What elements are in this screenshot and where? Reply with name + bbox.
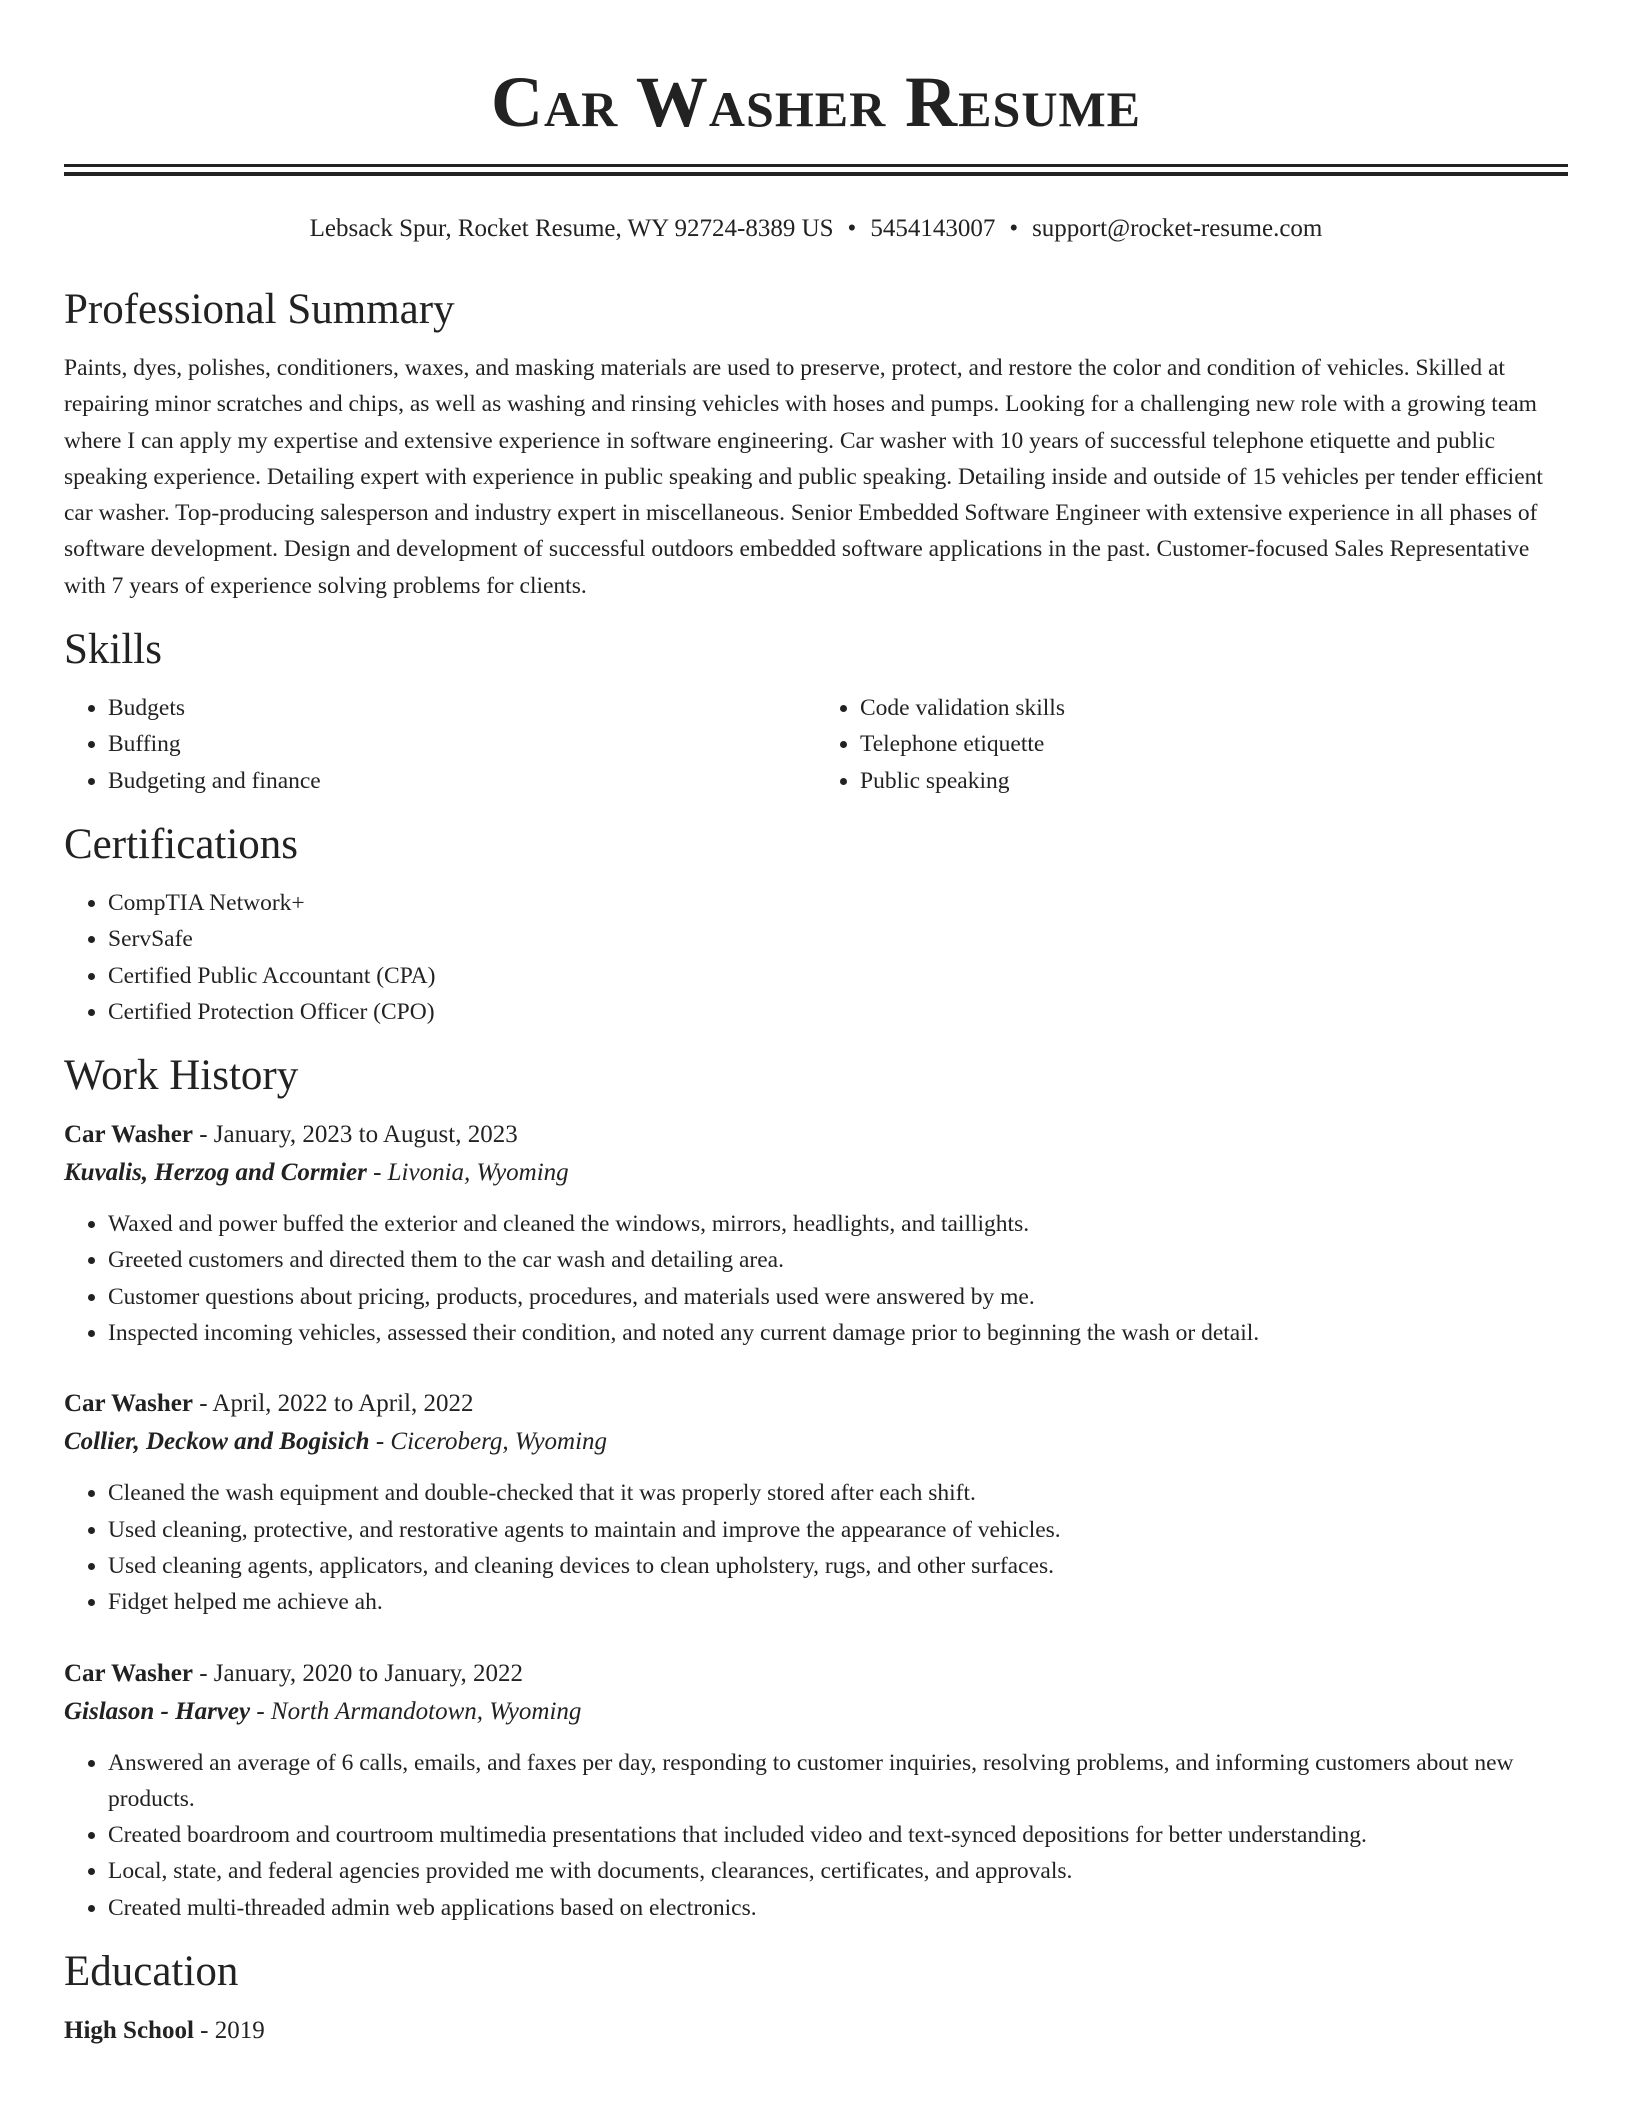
- skills-heading: Skills: [64, 626, 162, 674]
- skill-item: • Public speaking: [860, 763, 1568, 799]
- job-bullets: [64, 1745, 1568, 1926]
- job-bullets: [64, 1475, 1568, 1620]
- summary-text: Paints, dyes, polishes, conditioners, waxes, and masking materials are used to preserve, protect, and restore the color and condition of vehicles. Skilled at repairing minor scratches and chips, as well as washing and rinsing vehicles with hoses and pumps. Looking for a challenging new role with a growing team where I can apply my expertise and extensive experience in software engineering. Car washer with 10 years of successful telephone etiquette and public speaking experience. Detailing expert with experience in public speaking and public speaking. Detailing inside and outside of 15 vehicles per tender efficient car washer. Top-producing salesperson and industry expert in miscellaneous. Senior Embedded Software Engineer with extensive experience in all phases of software development. Design and development of successful outdoors embedded software applications in the past. Customer-focused Sales Representative with 7 years of experience solving problems for clients.: [64, 355, 1543, 599]
- job-bullet: • Waxed and power buffed the exterior and cleaned the windows, mirrors, headlights, and taillights.: [108, 1206, 1568, 1242]
- contact-address: Lebsack Spur, Rocket Resume, WY 92724-8389 US: [309, 215, 834, 242]
- job-dates: - January, 2020 to January, 2022: [192, 1659, 523, 1687]
- job-entry: [64, 1385, 1568, 1620]
- skill-item: • Code validation skills: [860, 690, 1568, 726]
- certification-item: • Certified Public Accountant (CPA): [108, 958, 1568, 994]
- certifications-heading: Certifications: [64, 820, 299, 868]
- job-bullet: • Fidget helped me achieve ah.: [108, 1584, 1568, 1620]
- job-company-line: [64, 1423, 1568, 1461]
- education-degree: High School: [64, 2017, 194, 2045]
- title-divider-thick: [64, 172, 1568, 176]
- job-company-line: [64, 1154, 1568, 1192]
- contact-separator: •: [1009, 215, 1019, 242]
- job-location: - Ciceroberg, Wyoming: [369, 1428, 608, 1456]
- job-dates: - April, 2022 to April, 2022: [192, 1390, 474, 1418]
- skill-item: • Budgets: [108, 690, 816, 726]
- job-title-line: [64, 1655, 1568, 1693]
- skills-list-left: [64, 690, 816, 799]
- job-bullet: • Created multi-threaded admin web applications based on electronics.: [108, 1890, 1568, 1926]
- contact-email: support@rocket-resume.com: [1032, 215, 1323, 242]
- education-section: [64, 1946, 1568, 2050]
- job-bullets: [64, 1206, 1568, 1351]
- job-bullet: • Greeted customers and directed them to the car wash and detailing area.: [108, 1242, 1568, 1278]
- job-title-line: [64, 1385, 1568, 1423]
- skills-columns: [64, 690, 1568, 799]
- education-year: - 2019: [193, 2017, 265, 2045]
- certification-item: • ServSafe: [108, 921, 1568, 957]
- job-bullet: • Used cleaning, protective, and restorative agents to maintain and improve the appearance of vehicles.: [108, 1512, 1568, 1548]
- contact-line: [64, 212, 1568, 246]
- skills-list-right: [816, 690, 1568, 799]
- certifications-list: [64, 885, 1568, 1030]
- job-bullet: • Inspected incoming vehicles, assessed their condition, and noted any current damage prior to beginning the wash or detail.: [108, 1315, 1568, 1351]
- work-history-section: [64, 1050, 1568, 1926]
- certifications-section: [64, 819, 1568, 1030]
- contact-phone: 5454143007: [870, 215, 996, 242]
- resume-title: Car Washer Resume: [491, 62, 1141, 142]
- job-bullet: • Customer questions about pricing, products, procedures, and materials used were answered by me.: [108, 1279, 1568, 1315]
- skill-item: • Telephone etiquette: [860, 726, 1568, 762]
- job-company: Gislason - Harvey: [64, 1697, 251, 1725]
- job-title: Car Washer: [64, 1659, 193, 1687]
- job-title: Car Washer: [64, 1121, 193, 1149]
- education-heading: Education: [64, 1948, 239, 1996]
- contact-separator: •: [847, 215, 857, 242]
- job-title: Car Washer: [64, 1390, 193, 1418]
- job-dates: - January, 2023 to August, 2023: [192, 1121, 518, 1149]
- job-location: - Livonia, Wyoming: [366, 1159, 569, 1187]
- summary-section: [64, 284, 1568, 604]
- job-bullet: • Created boardroom and courtroom multimedia presentations that included video and text-synced depositions for better understanding.: [108, 1817, 1568, 1853]
- certification-item: • CompTIA Network+: [108, 885, 1568, 921]
- skill-item: • Buffing: [108, 726, 816, 762]
- job-bullet: • Cleaned the wash equipment and double-checked that it was properly stored after each shift.: [108, 1475, 1568, 1511]
- title-divider-thin: [64, 164, 1568, 167]
- job-entry: [64, 1655, 1568, 1926]
- job-bullet: • Local, state, and federal agencies provided me with documents, clearances, certificates, and approvals.: [108, 1853, 1568, 1889]
- certification-item: • Certified Protection Officer (CPO): [108, 994, 1568, 1030]
- job-location: - North Armandotown, Wyoming: [250, 1697, 582, 1725]
- job-bullet: • Answered an average of 6 calls, emails, and faxes per day, responding to customer inquiries, resolving problems, and informing customers about new products.: [108, 1745, 1568, 1818]
- summary-heading: Professional Summary: [64, 286, 455, 333]
- education-entry: [64, 2012, 1568, 2050]
- job-company: Collier, Deckow and Bogisich: [64, 1428, 370, 1456]
- job-company-line: [64, 1693, 1568, 1731]
- skill-item: • Budgeting and finance: [108, 763, 816, 799]
- job-company: Kuvalis, Herzog and Cormier: [64, 1159, 367, 1187]
- skills-section: [64, 624, 1568, 799]
- job-bullet: • Used cleaning agents, applicators, and cleaning devices to clean upholstery, rugs, and other surfaces.: [108, 1548, 1568, 1584]
- job-entry: [64, 1116, 1568, 1351]
- job-title-line: [64, 1116, 1568, 1154]
- work-history-heading: Work History: [64, 1052, 299, 1100]
